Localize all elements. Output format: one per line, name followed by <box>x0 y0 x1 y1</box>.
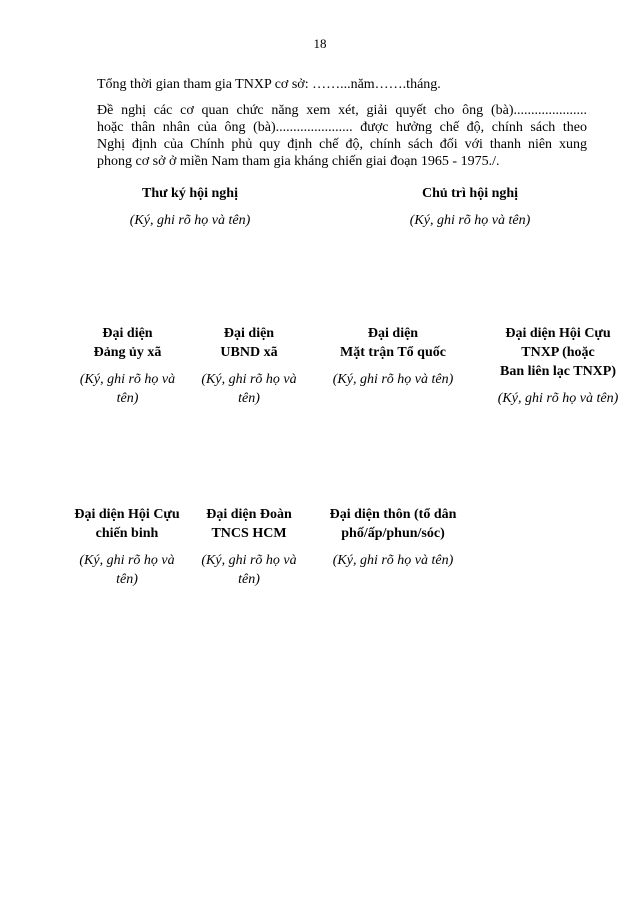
signature-title: chiến binh <box>95 526 159 541</box>
signature-village <box>318 505 468 570</box>
signature-chair <box>370 184 570 230</box>
total-time-paragraph: Tổng thời gian tham gia TNXP cơ sở: ……...năm…….tháng. <box>97 77 441 92</box>
signature-fatherland-front <box>318 324 468 389</box>
signature-title: Đảng ủy xã <box>93 345 162 360</box>
signature-title: Ban liên lạc TNXP) <box>499 364 617 379</box>
signature-title: TNCS HCM <box>211 526 287 541</box>
signature-hint: tên) <box>238 391 260 406</box>
signature-hint: (Ký, ghi rõ họ và <box>79 372 176 387</box>
signature-hint: (Ký, ghi rõ họ và tên) <box>497 391 619 406</box>
signature-hint: (Ký, ghi rõ họ và <box>201 553 297 568</box>
proposal-paragraph <box>97 102 587 170</box>
signature-title: Đại diện thôn (tổ dân <box>329 507 457 522</box>
signature-title: Đại diện Hội Cựu <box>505 326 611 341</box>
signature-secretary <box>90 184 290 230</box>
signature-hint: tên) <box>116 391 139 406</box>
proposal-line: phong cơ sở ở miền Nam tham gia kháng chiến giai đoạn 1965 - 1975./. <box>97 154 500 169</box>
signature-title: Đại diện <box>223 326 275 341</box>
signature-title: Đại diện <box>367 326 419 341</box>
signature-hint: tên) <box>116 572 138 587</box>
signature-title: UBND xã <box>220 345 278 360</box>
signature-youth-union <box>188 505 310 589</box>
signature-title: Mặt trận Tổ quốc <box>340 345 446 360</box>
signature-title: Đại diện Hội Cựu <box>74 507 180 522</box>
proposal-line: Đề nghị các cơ quan chức năng xem xét, giải quyết cho ông (bà)..................... <box>97 103 587 118</box>
signature-title: Đại diện Đoàn <box>206 507 292 522</box>
signature-hint: (Ký, ghi rõ họ và <box>201 372 297 387</box>
signature-title: Thư ký hội nghị <box>142 186 238 201</box>
signature-peoples-committee <box>188 324 310 408</box>
signature-hint: (Ký, ghi rõ họ và <box>79 553 175 568</box>
signature-hint: (Ký, ghi rõ họ và tên) <box>332 372 454 387</box>
signature-title: Chủ trì hội nghị <box>421 186 519 201</box>
signature-hint: tên) <box>238 572 260 587</box>
signature-veteran-youth <box>478 324 638 408</box>
proposal-line: hoặc thân nhân của ông (bà)...................... được hưởng chế độ, chính sách theo <box>97 120 587 135</box>
proposal-line: Nghị định của Chính phủ quy định chế độ, chính sách đối với thanh niên xung <box>97 137 587 152</box>
signature-title: TNXP (hoặc <box>521 345 595 360</box>
signature-veterans-association <box>62 505 192 589</box>
page-number: 18 <box>313 36 327 51</box>
signature-party-committee <box>65 324 190 408</box>
signature-title: Đại diện <box>102 326 153 341</box>
signature-title: phố/ấp/phun/sóc) <box>341 526 445 541</box>
signature-hint: (Ký, ghi rõ họ và tên) <box>129 213 251 228</box>
signature-hint: (Ký, ghi rõ họ và tên) <box>409 213 531 228</box>
signature-hint: (Ký, ghi rõ họ và tên) <box>332 553 454 568</box>
